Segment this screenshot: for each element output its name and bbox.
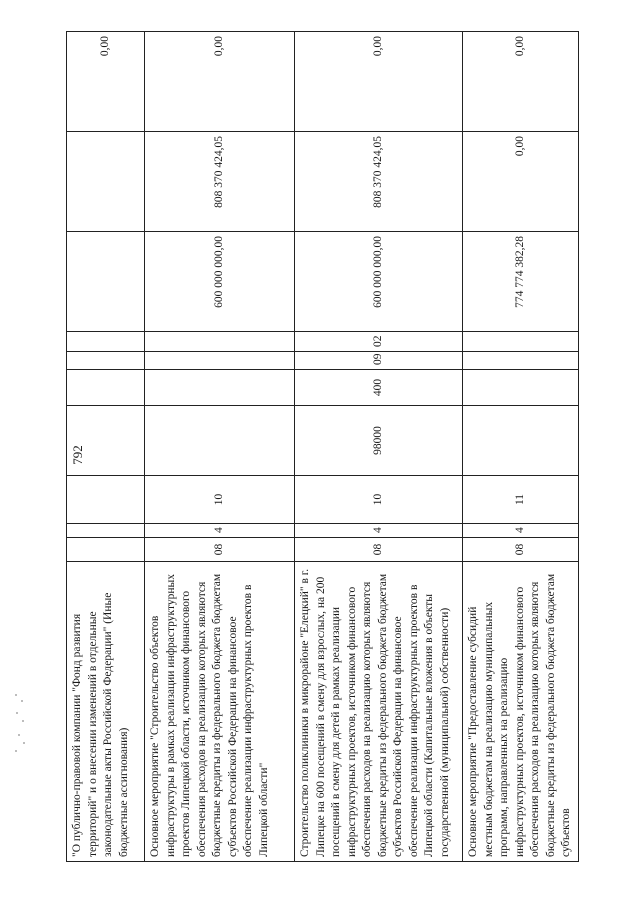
code-cell: [463, 332, 579, 352]
code-cell: [67, 352, 145, 370]
code-cell: 4: [295, 524, 463, 538]
code-cell: [67, 332, 145, 352]
code-cell: 4: [463, 524, 579, 538]
code-cell: 11: [463, 476, 579, 524]
code-cell: [463, 370, 579, 406]
code-cell: 02: [295, 332, 463, 352]
code-cell: [67, 538, 145, 562]
amount-cell: 808 370 424,05: [145, 132, 295, 232]
code-cell: [67, 524, 145, 538]
code-cell: [67, 406, 145, 476]
amount-cell: 600 000 000,00: [295, 232, 463, 332]
budget-table: [66, 31, 579, 862]
code-cell: 400: [295, 370, 463, 406]
code-cell: [67, 476, 145, 524]
row-description: Основное мероприятие "Предоставление субсидий местным бюджетам на реализацию муниципальных программ, направленных на реализацию инфраструктурных проектов, источником финансового обеспечения расходов на реализацию которых являются бюджетные кредиты из федерального бюджета бюджетам субъектов: [463, 562, 579, 862]
code-cell: [463, 352, 579, 370]
code-cell: 08: [295, 538, 463, 562]
code-cell: [67, 370, 145, 406]
amount-cell: [67, 132, 145, 232]
amount-cell: 0,00: [463, 132, 579, 232]
page-number: 792: [69, 445, 85, 465]
amount-cell: 0,00: [145, 32, 295, 132]
amount-cell: 600 000 000,00: [145, 232, 295, 332]
table-row: [295, 32, 463, 862]
code-cell: 10: [295, 476, 463, 524]
row-description: Основное мероприятие "Строительство объектов инфраструктуры в рамках реализации инфраструктурных проектов Липецкой области, источником финансового обеспечения расходов на реализацию которых являются бюджетные кредиты из федерального бюджета бюджетам субъектов Российской Федерации на финансовое обеспечение реализации инфраструктурных проектов в Липецкой области": [145, 562, 295, 862]
amount-cell: 808 370 424,05: [295, 132, 463, 232]
faint-stamp-marks: [13, 690, 27, 760]
code-cell: [145, 352, 295, 370]
table-row: [67, 32, 145, 862]
code-cell: 10: [145, 476, 295, 524]
table-row: [463, 32, 579, 862]
code-cell: [145, 370, 295, 406]
row-description: Строительство поликлиники в микрорайоне "Елецкий" в г. Липецке на 600 посещений в смену для взрослых, на 200 посещений в смену для детей в рамках реализации инфраструктурных проектов, источником финансового обеспечения расходов на реализацию которых являются бюджетные кредиты из федерального бюджета бюджетам субъектов Российской Федерации на финансовое обеспечение реализации инфраструктурных проектов в Липецкой области (Капитальные вложения в объекты государственной (муниципальной) собственности): [295, 562, 463, 862]
code-cell: [145, 406, 295, 476]
amount-cell: 0,00: [67, 32, 145, 132]
code-cell: [145, 332, 295, 352]
row-description: "О публично-правовой компании "Фонд развития территорий" и о внесении изменений в отдельные законодательные акты Российской Федерации" (Иные бюджетные ассигнования): [67, 562, 145, 862]
code-cell: [463, 406, 579, 476]
amount-cell: 0,00: [463, 32, 579, 132]
code-cell: 4: [145, 524, 295, 538]
code-cell: 98000: [295, 406, 463, 476]
amount-cell: 0,00: [295, 32, 463, 132]
table-row: [145, 32, 295, 862]
code-cell: 08: [145, 538, 295, 562]
code-cell: 09: [295, 352, 463, 370]
budget-table-frame: [66, 32, 572, 862]
amount-cell: 774 774 382,28: [463, 232, 579, 332]
amount-cell: [67, 232, 145, 332]
code-cell: 08: [463, 538, 579, 562]
